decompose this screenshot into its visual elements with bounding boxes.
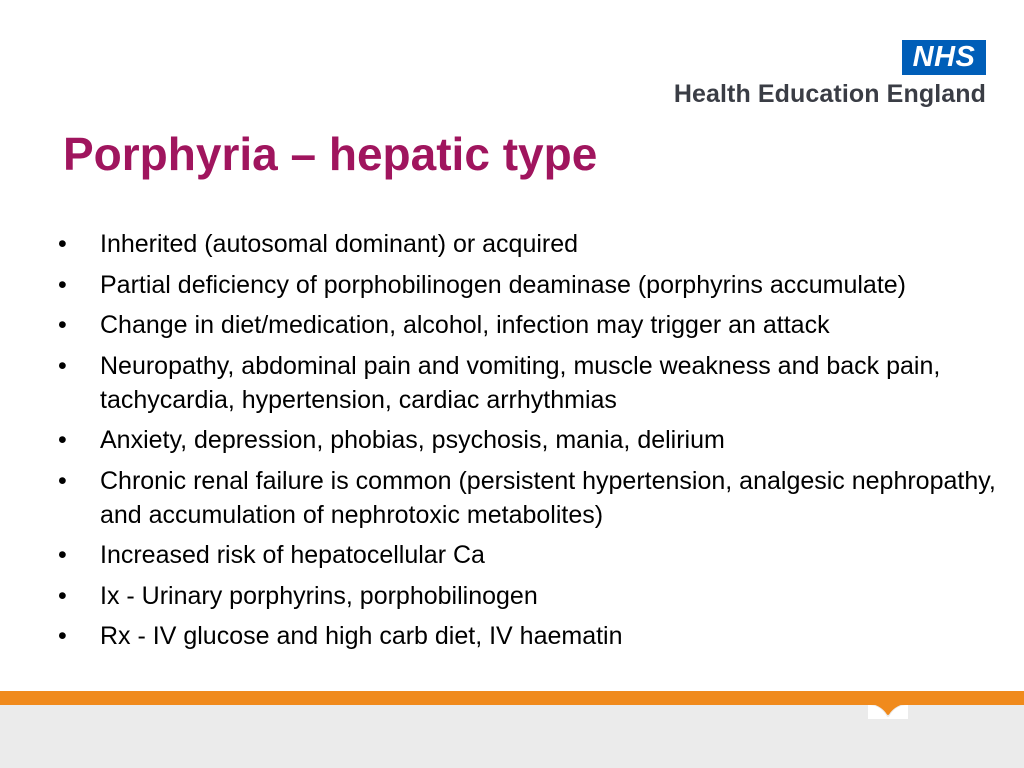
bullet-dot-icon: • bbox=[58, 426, 67, 454]
bullet-dot-icon: • bbox=[58, 541, 67, 569]
organisation-name: Health Education England bbox=[673, 80, 986, 108]
nhs-logo-mark: NHS bbox=[902, 40, 986, 75]
footer-notch-shape bbox=[868, 703, 908, 719]
bullet-inheritance bbox=[56, 227, 1001, 261]
bullet-text: Rx - IV glucose and high carb diet, IV haematin bbox=[100, 622, 623, 650]
bullet-text: Neuropathy, abdominal pain and vomiting, muscle weakness and back pain, tachycardia, hypertension, cardiac arrhythmias bbox=[100, 351, 941, 414]
bullet-text: Chronic renal failure is common (persistent hypertension, analgesic nephropathy, and accumulation of nephrotoxic metabolites) bbox=[100, 466, 996, 529]
nhs-hee-logo bbox=[626, 40, 986, 110]
bullet-dot-icon: • bbox=[58, 270, 67, 299]
bullet-enzyme-deficiency bbox=[56, 268, 1001, 302]
bullet-psychiatric-symptoms bbox=[56, 423, 1001, 457]
bullet-physical-symptoms bbox=[56, 349, 1001, 417]
slide-title: Porphyria – hepatic type bbox=[63, 128, 598, 180]
bullet-text: Increased risk of hepatocellular Ca bbox=[100, 541, 485, 569]
bullet-investigations bbox=[56, 579, 1001, 613]
bullet-dot-icon: • bbox=[58, 466, 67, 495]
bullet-dot-icon: • bbox=[58, 581, 67, 610]
bullet-dot-icon: • bbox=[58, 311, 67, 339]
bullet-text: Anxiety, depression, phobias, psychosis, mania, delirium bbox=[100, 426, 725, 454]
bullet-text: Partial deficiency of porphobilinogen deaminase (porphyrins accumulate) bbox=[100, 270, 907, 299]
bullet-dot-icon: • bbox=[58, 351, 67, 380]
bullet-text: Inherited (autosomal dominant) or acquired bbox=[100, 230, 579, 258]
bullet-text: Change in diet/medication, alcohol, infection may trigger an attack bbox=[100, 311, 830, 339]
bullet-triggers bbox=[56, 308, 1001, 342]
bullet-dot-icon: • bbox=[58, 230, 67, 258]
bullet-list bbox=[56, 227, 1001, 660]
bullet-text: Ix - Urinary porphyrins, porphobilinogen bbox=[100, 581, 538, 610]
bullet-dot-icon: • bbox=[58, 622, 67, 650]
bullet-hepatocellular-risk bbox=[56, 538, 1001, 572]
bullet-renal-failure bbox=[56, 464, 1001, 532]
bullet-treatment bbox=[56, 619, 1001, 653]
